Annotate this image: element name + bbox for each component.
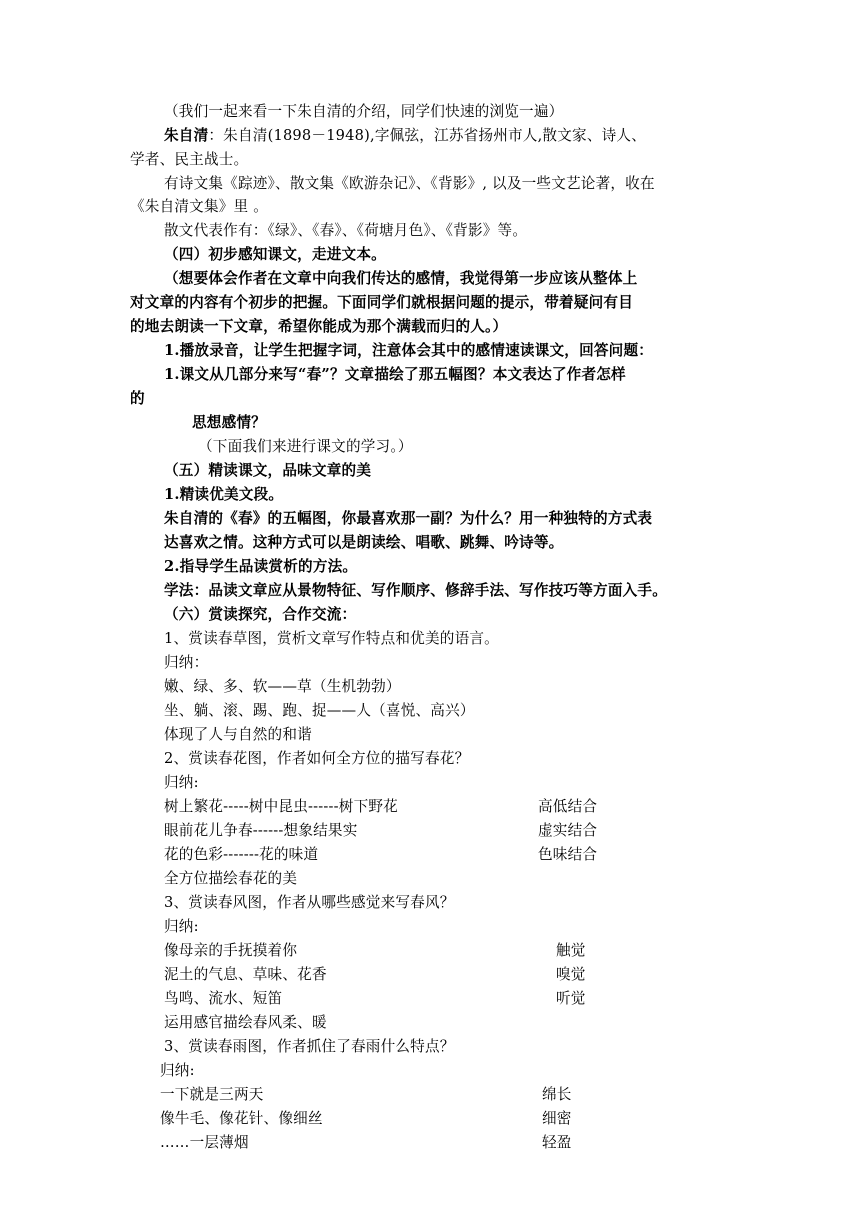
flower-row: 树上繁花-----树中昆虫------树下野花 xyxy=(164,798,398,815)
wind-row: 泥土的气息、草味、花香 xyxy=(164,966,327,983)
item-1-grass: 1、赏读春草图，赏析文章写作特点和优美的语言。 xyxy=(164,630,499,647)
item-2-flower: 2、赏读春花图，作者如何全方位的描写春花？ xyxy=(164,750,470,767)
item-3-rain: 3、赏读春雨图，作者抓住了春雨什么特点？ xyxy=(164,1038,455,1055)
representative-works: 散文代表作有：《绿》、《春》、《荷塘月色》、《背影》等。 xyxy=(164,222,528,239)
author-bio-cont: 学者、民主战士。 xyxy=(130,151,249,168)
summary-label: 归纳: xyxy=(164,918,199,935)
study-method: 学法：品读文章应从景物特征、写作顺序、修辞手法、写作技巧等方面入手。 xyxy=(164,582,667,599)
question-1-cont: 的 xyxy=(130,390,145,407)
bold-paragraph-line: （想要体会作者在文章中向我们传达的感情，我觉得第一步应该从整体上 xyxy=(164,270,638,287)
question-1: 1.课文从几部分来写“春”？文章描绘了那五幅图？本文表达了作者怎样 xyxy=(164,366,626,383)
author-label: 朱自清 xyxy=(164,127,209,144)
question-1-cont: 思想感情？ xyxy=(192,414,266,431)
rain-row: 一下就是三两天 xyxy=(160,1086,264,1103)
bold-paragraph-line: 达喜欢之情。这种方式可以是朗读绘、唱歌、跳舞、吟诗等。 xyxy=(164,534,564,551)
flower-conclusion: 全方位描绘春花的美 xyxy=(164,870,298,887)
wind-row: 像母亲的手抚摸着你 xyxy=(164,942,298,959)
bold-paragraph-line: 朱自清的《春》的五幅图，你最喜欢那一副？为什么？用一种独特的方式表 xyxy=(164,510,653,527)
grass-conclusion: 体现了人与自然的和谐 xyxy=(164,726,312,743)
section-heading-5: （五）精读课文，品味文章的美 xyxy=(164,462,372,479)
intro-note: （我们一起来看一下朱自清的介绍，同学们快速的浏览一遍） xyxy=(164,103,564,120)
step-1-read: 1.精读优美文段。 xyxy=(164,486,284,503)
rain-row: 像牛毛、像花针、像细丝 xyxy=(160,1110,323,1127)
wind-sense: 嗅觉 xyxy=(556,966,586,983)
bold-paragraph-line: 的地去朗读一下文章，希望你能成为那个满载而归的人。） xyxy=(130,318,508,335)
summary-label: 归纳： xyxy=(164,654,209,671)
rain-feature: 细密 xyxy=(542,1110,572,1127)
wind-sense: 触觉 xyxy=(556,942,586,959)
section-heading-6: （六）赏读探究，合作交流： xyxy=(164,606,357,623)
transition-note: （下面我们来进行课文的学习。） xyxy=(198,438,413,455)
works-cont: 《朱自清文集》里 。 xyxy=(130,198,268,215)
rain-feature: 绵长 xyxy=(542,1086,572,1103)
wind-row: 鸟鸣、流水、短笛 xyxy=(164,990,283,1007)
summary-label: 归纳: xyxy=(164,774,199,791)
wind-sense: 听觉 xyxy=(556,990,586,1007)
bold-paragraph-line: 对文章的内容有个初步的把握。下面同学们就根据问题的提示，带着疑问有目 xyxy=(130,294,633,311)
rain-row: ……一层薄烟 xyxy=(160,1134,249,1151)
summary-label: 归纳: xyxy=(160,1062,195,1079)
item-3-wind: 3、赏读春风图，作者从哪些感觉来写春风？ xyxy=(164,894,455,911)
step-1: 1.播放录音，让学生把握字词，注意体会其中的感情速读课文，回答问题： xyxy=(164,342,654,359)
grass-line: 坐、躺、滚、踢、跑、捉——人（喜悦、高兴） xyxy=(164,702,475,719)
flower-technique: 色味结合 xyxy=(538,846,598,863)
works-line: 有诗文集《踪迹》、散文集《欧游杂记》、《背影》, 以及一些文艺论著，收在 xyxy=(164,175,655,192)
author-bio-line xyxy=(164,125,646,147)
wind-conclusion: 运用感官描绘春风柔、暖 xyxy=(164,1014,327,1031)
rain-feature: 轻盈 xyxy=(542,1134,572,1151)
flower-technique: 高低结合 xyxy=(538,798,598,815)
flower-technique: 虚实结合 xyxy=(538,822,598,839)
author-bio-text: ：朱自清(1898－1948),字佩弦，江苏省扬州市人,散文家、诗人、 xyxy=(208,127,646,144)
grass-line: 嫩、绿、多、软——草（生机勃勃） xyxy=(164,678,401,695)
flower-row: 眼前花儿争春------想象结果实 xyxy=(164,822,358,839)
flower-row: 花的色彩-------花的味道 xyxy=(164,846,319,863)
section-heading-4: （四）初步感知课文，走进文本。 xyxy=(164,246,386,263)
step-2-method: 2.指导学生品读赏析的方法。 xyxy=(164,558,358,575)
